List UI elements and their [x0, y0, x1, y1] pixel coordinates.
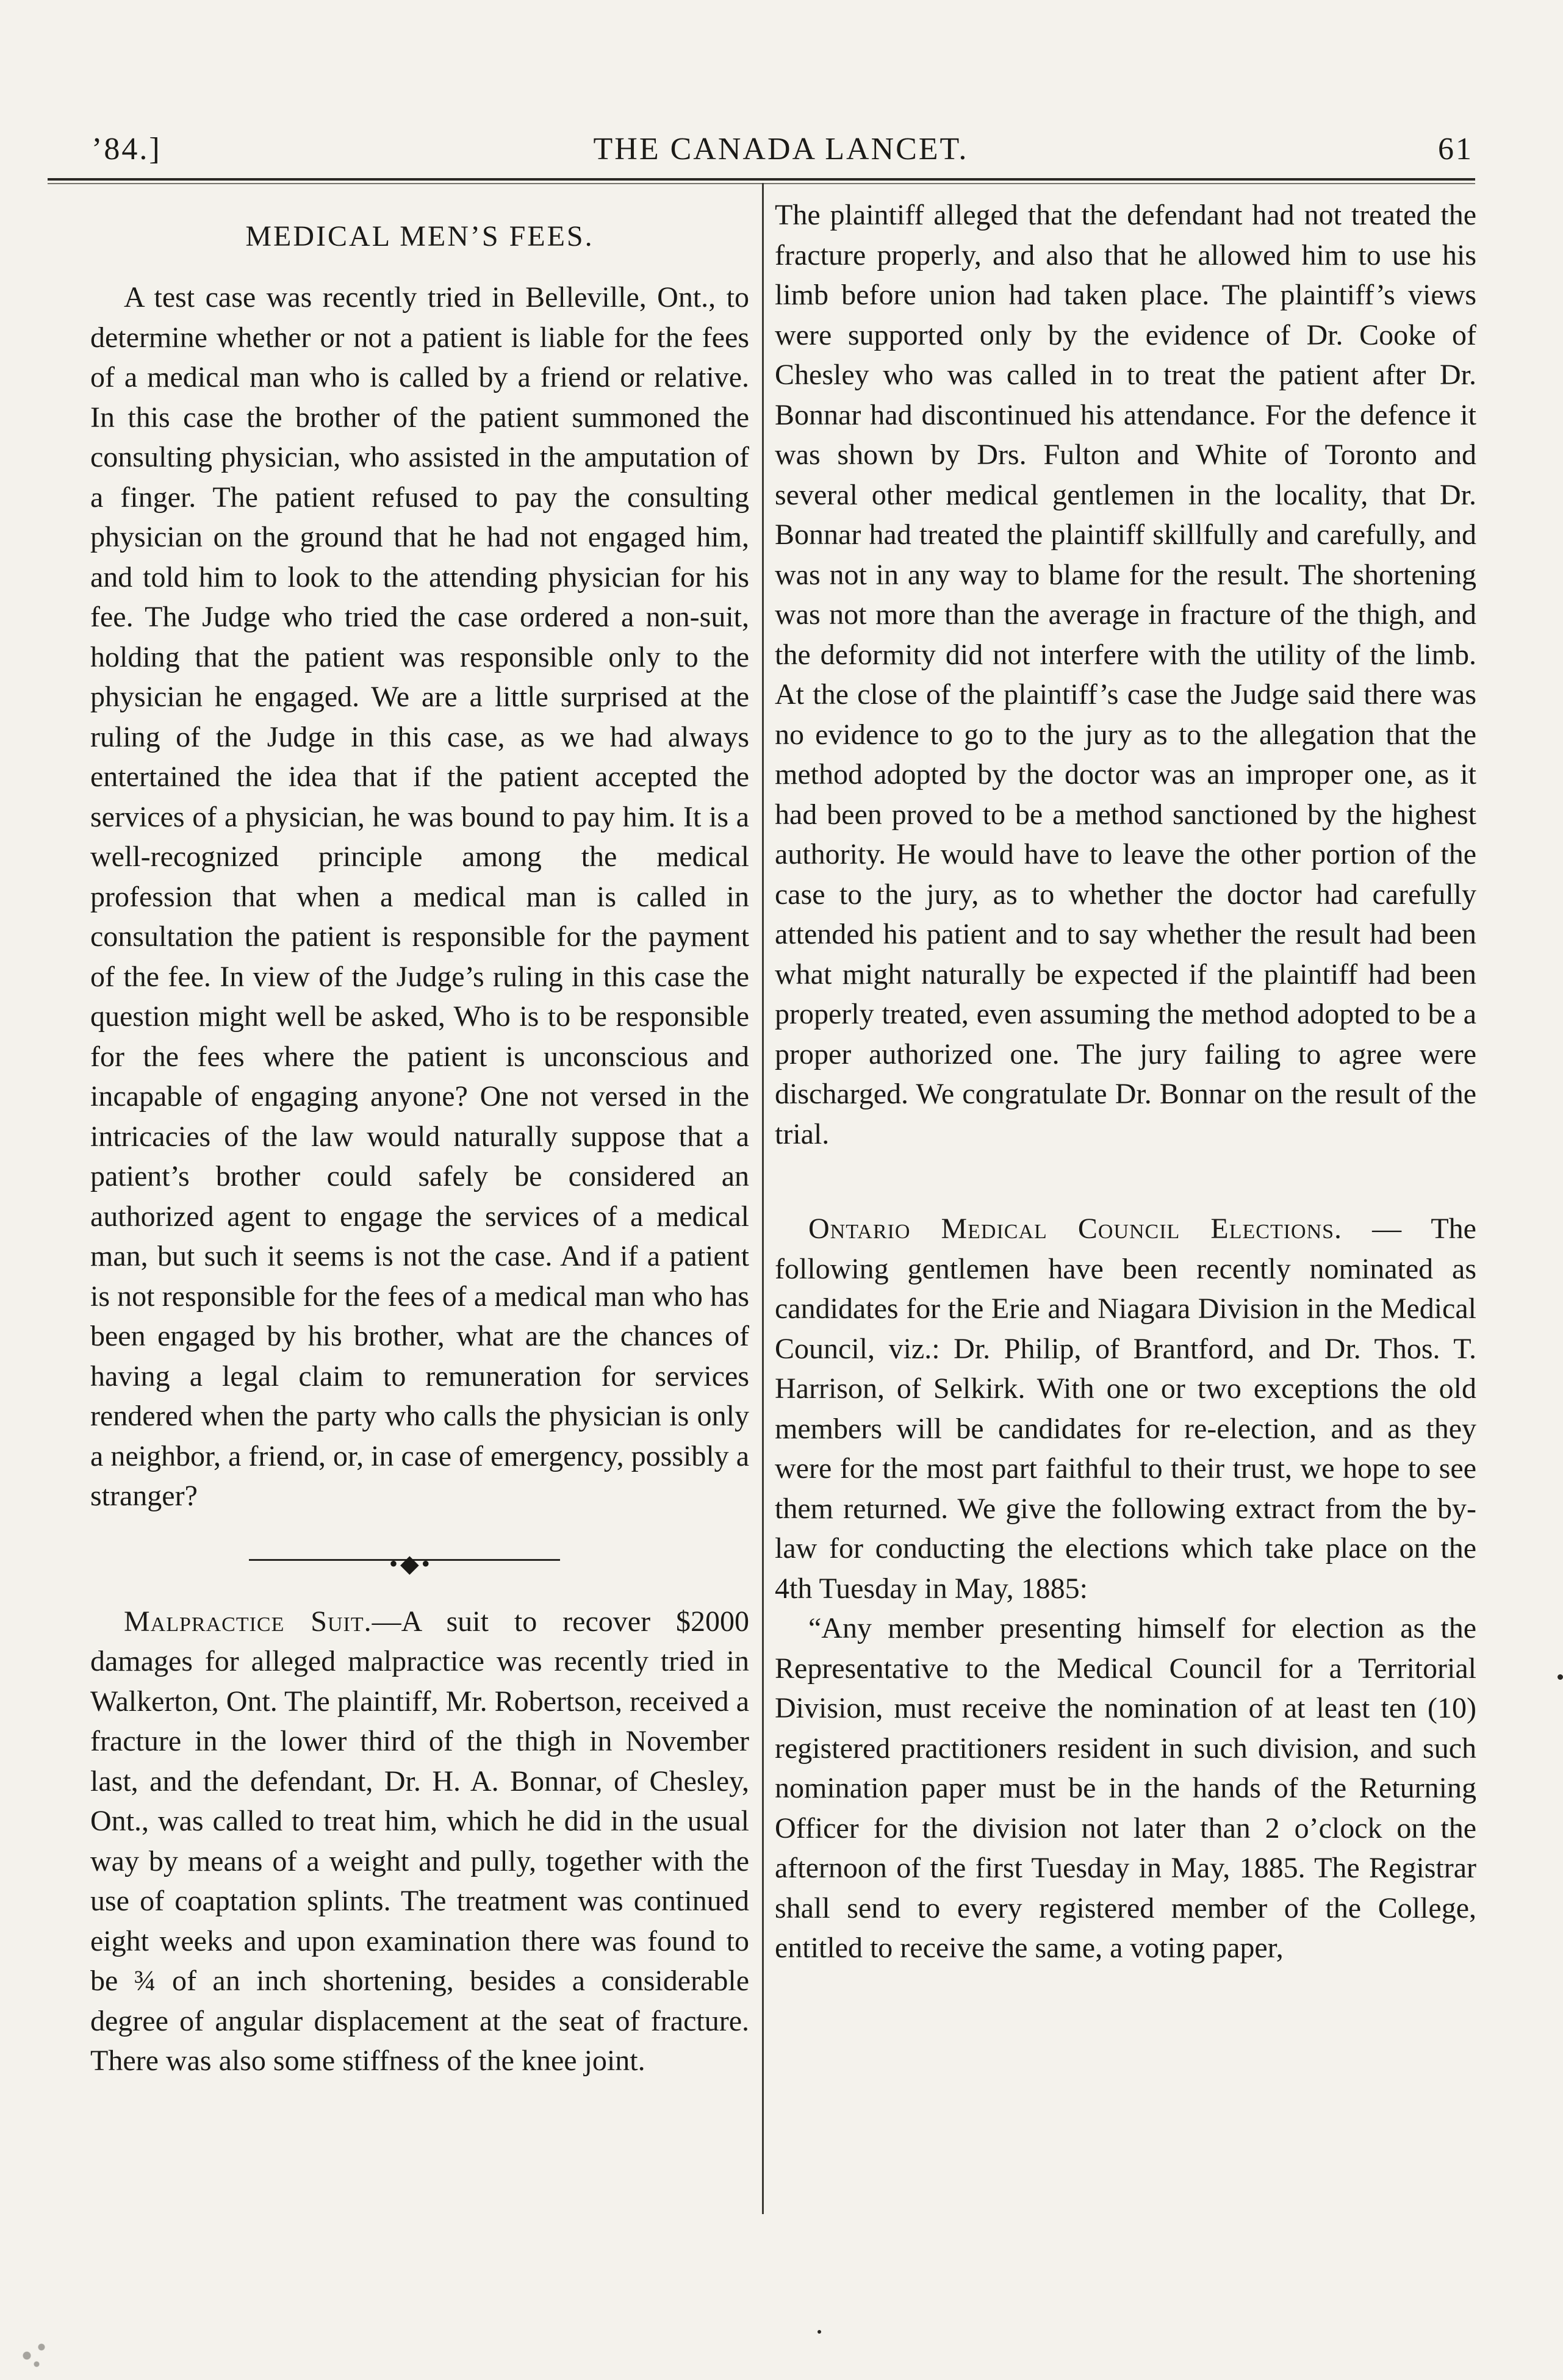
section-title-medical-fees: MEDICAL MEN’S FEES. [245, 220, 594, 253]
header-rule-thin [48, 183, 1475, 184]
running-head [88, 125, 1473, 180]
header-rule [48, 178, 1475, 181]
journal-title: THE CANADA LANCET. [593, 132, 969, 167]
volume-year: ’84.] [92, 132, 162, 167]
malpractice-continued: The plaintiff alleged that the defendant had not treated the fracture properly, and also that he allowed him to use his limb before union had taken place. The plaintiff’s views were supported only by the evidence of Dr. Cooke of Chesley who was called in to treat the patient after Dr. Bonnar had discontinued his attendance. For the defence it was shown by Drs. Fulton and White of Toronto and several other medical gentlemen in the locality, that Dr. Bonnar had treated the plaintiff skillfully and carefully, and was not in any way to blame for the result. The shortening was not more than the average in fracture of the thigh, and the deformity did not interfere with the utility of the limb. At the close of the plaintiff’s case the Judge said there was no evidence to go to the jury as to the allegation that the method adopted by the doctor was an improper one, as it had been proved to be a method sanctioned by the highest authority. He would have to leave the other portion of the case to the jury, as to whether the doctor had carefully attended his patient and to say whether the result had been what might naturally be expected if the plaintiff had been properly treated, even assuming the method adopted to be a proper authorized one. The jury failing to agree were discharged. We congratulate Dr. Bonnar on the result of the trial. [775, 199, 1476, 1150]
ornament-glyph: •◆• [389, 1549, 433, 1577]
paper-speck [817, 2330, 821, 2334]
corner-smudge [12, 2330, 61, 2373]
page-number: 61 [1438, 132, 1473, 167]
article-medical-fees: A test case was recently tried in Belleville, Ont., to determine whether or not a patient is liable for the fees of a medical man who is called by a friend or relative. In this case the brother of the patient summoned the consulting physician, who assisted in the amputation of a finger. The patient refused to pay the consulting physician on the ground that he had not engaged him, and told him to look to the attending physician for his fee. The Judge who tried the case ordered a non-suit, holding that the patient was responsible only to the physician he engaged. We are a little surprised at the ruling of the Judge in this case, as we had always entertained the idea that if the patient accepted the services of a physician, he was bound to pay him. It is a well-recognized principle among the medical profession that when a medical man is called in consultation the patient is responsible for the payment of the fee. In view of the Judge’s ruling in this case the question might well be asked, Who is to be responsible for the fees where the patient is unconscious and incapable of engaging anyone? One not versed in the intricacies of the law would naturally suppose that a patient’s brother could safely be considered an authorized agent to engage the services of a medical man, but such it seems is not the case. And if a patient is not responsible for the fees of a medical man who has been engaged by his brother, what are the chances of having a legal claim to remuneration for services rendered when the party who calls the physician is only a neighbor, a friend, or, in case of emergency, possibly a stranger? [90, 281, 749, 1512]
bylaw-quote: “Any member presenting himself for election as the Representative to the Medical Council for a Territorial Division, must receive the nomination of at least ten (10) registered practitioners resident in such division, and such nomination paper must be in the hands of the Returning Officer for the division not later than 2 o’clock on the afternoon of the first Tuesday in May, 1885. The Registrar shall send to every registered member of the College, entitled to receive the same, a voting paper, [775, 1612, 1476, 1964]
malpractice-text: —A suit to recover $2000 damages for alleged malpractice was recently tried in Walkerton, Ont. The plaintiff, Mr. Robertson, received a fracture in the lower third of the thigh in November last, and the defendant, Dr. H. A. Bonnar, of Chesley, Ont., was called to treat him, which he did in the usual way by means of a weight and pully, together with the use of coaptation splints. The treatment was continued eight weeks and upon examination there was found to be ¾ of an inch shortening, besides a considerable degree of angular displacement at the seat of fracture. There was also some stiffness of the knee joint. [90, 1605, 749, 2077]
council-text: — The following gentlemen have been recently nominated as candidates for the Erie and Niagara Division in the Medical Council, viz.: Dr. Philip, of Brantford, and Dr. Thos. T. Harrison, of Selkirk. With one or two exceptions the old members will be candidates for re-election, and as they were for the most part faithful to their trust, we hope to see them returned. We give the following extract from the by-law for conducting the elections which take place on the 4th Tuesday in May, 1885: [775, 1213, 1476, 1605]
article-council-elections [775, 1209, 1476, 1608]
right-column [775, 195, 1476, 1968]
article-malpractice-suit [90, 1602, 749, 2081]
heading-council-elections: Ontario Medical Council Elections. [808, 1213, 1343, 1245]
paper-speck [1558, 1674, 1563, 1680]
section-gap [775, 1154, 1476, 1209]
heading-malpractice-suit: Malpractice Suit. [124, 1605, 372, 1638]
left-column [90, 195, 749, 2081]
column-divider [762, 183, 764, 2214]
section-ornament [90, 1516, 749, 1602]
